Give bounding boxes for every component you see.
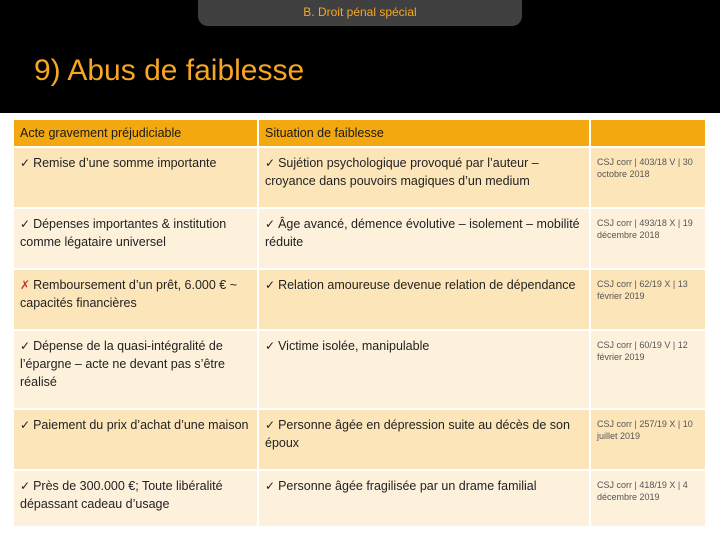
- reference-cell: CSJ corr | 62/19 X | 13 février 2019: [590, 269, 706, 330]
- header-situation: Situation de faiblesse: [258, 120, 590, 147]
- act-text: Dépenses importantes & institution comme légataire universel: [20, 217, 227, 249]
- reference-cell: CSJ corr | 493/18 X | 19 décembre 2018: [590, 208, 706, 269]
- table-row: [14, 330, 706, 409]
- check-icon: ✓: [265, 339, 276, 353]
- check-icon: ✓: [20, 217, 31, 231]
- situation-cell: [258, 330, 590, 409]
- act-text: Remboursement d’un prêt, 6.000 € ~ capacités financières: [20, 278, 238, 310]
- situation-text: Personne âgée en dépression suite au décès de son époux: [265, 418, 570, 450]
- check-icon: ✓: [265, 217, 276, 231]
- act-text: Paiement du prix d’achat d’une maison: [33, 418, 249, 432]
- situation-text: Sujétion psychologique provoqué par l’auteur – croyance dans pouvoirs magiques d’un medium: [265, 156, 539, 188]
- situation-text: Personne âgée fragilisée par un drame familial: [278, 479, 537, 493]
- table-header-row: [14, 120, 706, 147]
- check-icon: ✓: [20, 479, 31, 493]
- reference-cell: CSJ corr | 257/19 X | 10 juillet 2019: [590, 409, 706, 470]
- act-text: Remise d’une somme importante: [33, 156, 217, 170]
- act-cell: [14, 147, 258, 208]
- table-row: [14, 409, 706, 470]
- check-icon: ✓: [20, 418, 31, 432]
- table-row: [14, 147, 706, 208]
- act-cell: [14, 269, 258, 330]
- case-table: [14, 120, 707, 528]
- section-tab: B. Droit pénal spécial: [198, 0, 522, 26]
- situation-cell: [258, 409, 590, 470]
- check-icon: ✓: [265, 278, 276, 292]
- check-icon: ✓: [265, 479, 276, 493]
- table-row: [14, 470, 706, 527]
- slide-header: [0, 0, 720, 113]
- table-row: [14, 208, 706, 269]
- situation-cell: [258, 208, 590, 269]
- situation-text: Victime isolée, manipulable: [278, 339, 430, 353]
- situation-cell: [258, 269, 590, 330]
- situation-text: Âge avancé, démence évolutive – isolement – mobilité réduite: [265, 217, 580, 249]
- act-cell: [14, 409, 258, 470]
- check-icon: ✓: [20, 156, 31, 170]
- check-icon: ✓: [265, 418, 276, 432]
- page-title: 9) Abus de faiblesse: [34, 54, 305, 87]
- situation-cell: [258, 147, 590, 208]
- check-icon: ✓: [20, 339, 31, 353]
- act-text: Dépense de la quasi-intégralité de l’épargne – acte ne devant pas s’être réalisé: [20, 339, 225, 389]
- table-row: [14, 269, 706, 330]
- act-cell: [14, 470, 258, 527]
- situation-text: Relation amoureuse devenue relation de dépendance: [278, 278, 576, 292]
- cross-icon: ✗: [20, 278, 31, 292]
- reference-cell: CSJ corr | 403/18 V | 30 octobre 2018: [590, 147, 706, 208]
- reference-cell: CSJ corr | 60/19 V | 12 février 2019: [590, 330, 706, 409]
- header-act: Acte gravement préjudiciable: [14, 120, 258, 147]
- act-cell: [14, 330, 258, 409]
- reference-cell: CSJ corr | 418/19 X | 4 décembre 2019: [590, 470, 706, 527]
- act-cell: [14, 208, 258, 269]
- check-icon: ✓: [265, 156, 276, 170]
- act-text: Près de 300.000 €; Toute libéralité dépassant cadeau d’usage: [20, 479, 223, 511]
- situation-cell: [258, 470, 590, 527]
- header-reference: [590, 120, 706, 147]
